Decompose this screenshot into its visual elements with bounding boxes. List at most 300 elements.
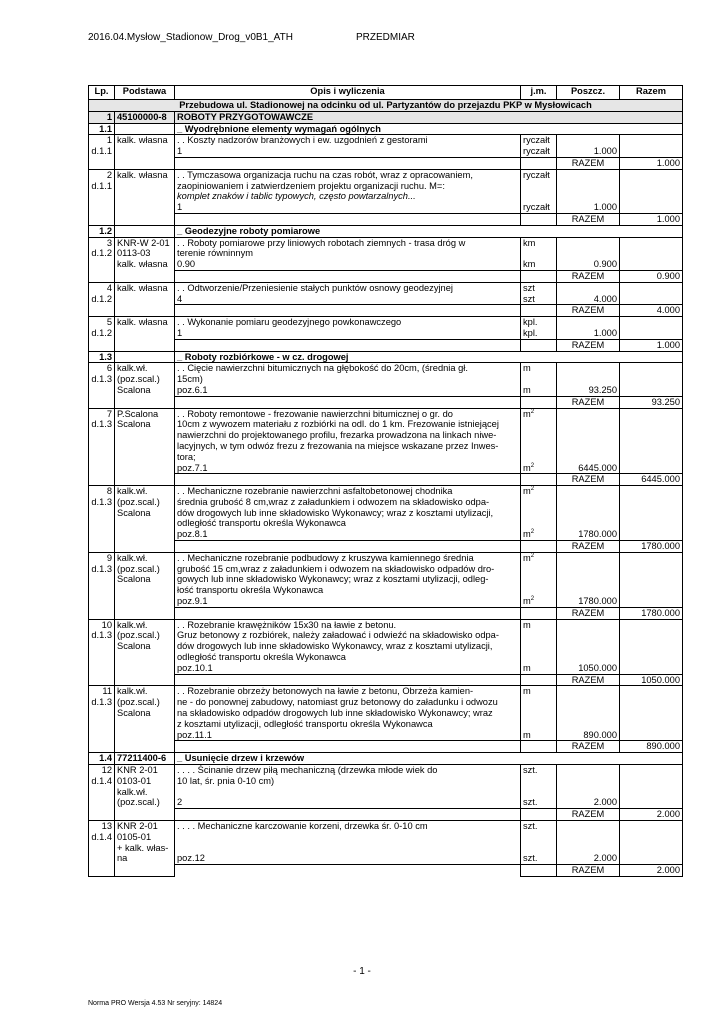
item-razem-empty [620,552,683,607]
razem-desc-empty [175,396,521,408]
item-poszcz-value: 1.000 [593,327,617,338]
item-unit [521,237,557,270]
spacer [559,452,617,463]
item-lp-line: d.1.2 [91,293,112,304]
item-poszcz-value: 93.250 [588,384,617,395]
razem-jm-empty [521,474,557,486]
razem-jm-empty [521,270,557,282]
item-lp-line: 3 [106,237,112,248]
razem-desc-empty [175,741,521,753]
item-description-line: tora; [177,451,196,462]
item-row [89,317,683,340]
item-description-line: odległość transportu określa Wykonawca [177,518,346,529]
item-poszcz-value: 1.000 [593,202,617,213]
item-calculation: 2 [177,797,183,808]
item-podstawa-line: KNR 2-01 [117,821,158,831]
item-row [89,135,683,158]
spacer [523,585,554,596]
section-row [89,111,683,123]
item-poszcz-value: 6445.000 [578,462,617,473]
item-description [175,552,521,607]
item-podstawa-line: P.Scalona [117,408,159,419]
razem-row [89,270,683,282]
razem-jm-empty [521,741,557,753]
spacer [177,787,518,798]
item-poszcz [557,619,620,674]
spacer [177,832,518,843]
item-razem-empty [620,169,683,213]
item-unit [521,135,557,158]
subsection-row [89,225,683,237]
item-unit [521,169,557,213]
subsection-code [115,225,175,237]
razem-desc-empty [175,809,521,821]
spacer [523,787,554,798]
item-poszcz [557,821,620,865]
razem-row [89,741,683,753]
subsection-name-text: Roboty rozbiórkowe - w cz. drogowej [184,351,349,362]
przedmiar-table [88,85,683,877]
spacer [559,776,617,787]
subsection-name: _ Usunięcie drzew i krzewów [175,753,683,765]
item-podstawa-line: na [117,853,128,864]
spacer [559,652,617,663]
item-description-line: . . Odtworzenie/Przeniesienie stałych punktów osnowy geodezyjnej [177,282,453,293]
item-lp-line: 6 [106,363,112,374]
razem-desc-empty [175,157,521,169]
item-unit [521,821,557,865]
razem-desc-empty [175,607,521,619]
item-description [175,765,521,809]
item-calc-unit: szt. [523,853,538,864]
item-unit-value: szt. [523,821,538,831]
item-calc-unit: ryczałt [523,146,550,157]
item-unit-value: kpl. [523,317,538,328]
razem-row [89,865,683,877]
item-calculation: poz.8.1 [177,529,208,540]
item-lp-line: d.1.3 [91,374,112,385]
section-lp: 1 [89,111,115,123]
spacer [559,620,617,631]
spacer [559,574,617,585]
item-podstawa-line: kalk. własna [117,169,168,180]
spacer [523,508,554,519]
item-row [89,552,683,607]
razem-row [89,305,683,317]
spacer [559,630,617,641]
subsection-name-text: Geodezyjne roboty pomiarowe [184,225,321,236]
item-lp-line: d.1.3 [91,496,112,507]
item-podstawa-line: kalk.wł. [117,786,148,797]
item-description [175,282,521,305]
item-lp-line: 12 [101,765,112,776]
item-razem-empty [620,619,683,674]
item-podstawa-line: (poz.scal.) [117,697,160,708]
item-calculation: 1 [177,327,183,338]
razem-jm-empty [521,674,557,686]
razem-row [89,541,683,553]
razem-row [89,396,683,408]
item-unit-value: szt. [523,765,538,776]
item-lp [89,552,115,619]
spacer [523,776,554,787]
subsection-row [89,351,683,363]
spacer [523,564,554,575]
item-lp [89,237,115,282]
item-poszcz-value: 2.000 [593,797,617,808]
table-header-row [89,86,683,100]
item-podstawa [115,552,175,619]
item-description [175,486,521,541]
item-podstawa-line: kalk. własna [117,259,168,270]
subsection-lp: 1.2 [89,225,115,237]
item-unit [521,619,557,674]
spacer [177,843,518,854]
item-podstawa-line: kalk. własna [117,282,168,293]
razem-desc-empty [175,474,521,486]
item-podstawa [115,317,175,351]
item-poszcz [557,135,620,158]
item-calc-unit: $m^2$ [523,462,535,473]
item-unit-value: m [523,686,531,697]
item-podstawa-line: (poz.scal.) [117,374,160,385]
item-razem-empty [620,237,683,270]
item-description-line: . . Tymczasowa organizacja ruchu na czas robót, wraz z opracowaniem, [177,169,473,180]
item-description-line: 10 lat, śr. pnia 0-10 cm) [177,775,275,786]
item-podstawa-line: 0105-01 [117,831,152,842]
item-calculation: poz.9.1 [177,596,208,607]
item-calculation: poz.6.1 [177,384,208,395]
item-razem-empty [620,486,683,541]
item-podstawa-line: kalk. własna [117,135,168,146]
item-calc-unit: km [523,259,536,270]
item-lp-line: 10 [101,619,112,630]
item-podstawa-line: 0113-03 [117,248,151,259]
item-lp [89,821,115,877]
item-poszcz [557,686,620,741]
item-lp-line: 7 [106,408,112,419]
item-lp-line: d.1.2 [91,248,112,259]
item-calc-unit: m [523,384,531,395]
razem-jm-empty [521,396,557,408]
spacer [523,374,554,385]
razem-label: RAZEM [557,607,620,619]
razem-row [89,339,683,351]
project-title: Przebudowa ul. Stadionowej na odcinku od ul. Partyzantów do przejazdu PKP w Mysłowicach [89,100,683,112]
item-poszcz [557,237,620,270]
razem-jm-empty [521,213,557,225]
spacer [559,238,617,249]
item-description-line: ne - do ponownej zabudowy, natomiast gruz betonowy do załadunku i odwozu [177,697,498,708]
item-podstawa-line: Scalona [117,708,151,719]
item-lp [89,135,115,169]
item-podstawa-line: kalk.wł. [117,552,148,563]
item-description-line: łość transportu określa Wykonawca [177,585,324,596]
item-poszcz [557,363,620,396]
spacer [523,181,554,192]
item-calc-unit: m [523,729,531,740]
item-razem-empty [620,686,683,741]
spacer [559,430,617,441]
spacer [559,283,617,294]
item-podstawa-line: KNR-W 2-01 [117,237,170,248]
razem-row [89,213,683,225]
col-razem-header: Razem [620,86,683,100]
item-podstawa [115,237,175,282]
item-description-line: gowych lub inne składowisko Wykonawcy; wraz z kosztami utylizacji, odleg- [177,574,489,585]
item-poszcz-value: 0.900 [593,259,617,270]
subsection-lp: 1.3 [89,351,115,363]
item-calculation: poz.7.1 [177,462,208,473]
item-unit [521,765,557,809]
spacer [559,553,617,564]
subsection-code [115,123,175,135]
document-file-name: 2016.04.Mysłow_Stadionow_Drog_v0B1_ATH [88,32,293,43]
item-description [175,686,521,741]
item-poszcz-value: 1780.000 [578,529,617,540]
item-lp-line: d.1.4 [91,831,112,842]
spacer [559,843,617,854]
item-description [175,169,521,213]
item-unit [521,486,557,541]
spacer [559,363,617,374]
item-lp-line: 1 [106,135,112,146]
item-poszcz [557,765,620,809]
spacer [559,585,617,596]
razem-desc-empty [175,865,521,877]
item-unit [521,317,557,340]
item-poszcz [557,552,620,607]
razem-value: 1.000 [620,213,683,225]
item-description-line: na składowisko odpadów drogowych lub inne składowisko Wykonawcy; wraz [177,708,493,719]
program-info: Norma PRO Wersja 4.53 Nr seryjny: 14824 [88,1000,223,1007]
item-description-line: Gruz betonowy z rozbiórek, należy załadować i odwieźć na składowisko odpa- [177,630,499,641]
item-podstawa-line: (poz.scal.) [117,496,160,507]
item-lp [89,486,115,553]
spacer [523,419,554,430]
item-unit-value: km [523,237,536,248]
spacer [559,441,617,452]
razem-jm-empty [521,809,557,821]
item-lp-line: 9 [106,552,112,563]
spacer [559,181,617,192]
subsection-name-text: Usunięcie drzew i krzewów [184,753,305,764]
spacer [559,697,617,708]
item-podstawa-line: (poz.scal.) [117,563,160,574]
item-lp-line: 5 [106,317,112,328]
razem-label: RAZEM [557,396,620,408]
item-poszcz-value: 1780.000 [578,596,617,607]
item-unit [521,552,557,607]
item-unit [521,408,557,474]
document-type: PRZEDMIAR [356,32,415,43]
razem-label: RAZEM [557,157,620,169]
item-description-line: . . Rozebranie obrzeży betonowych na ławie z betonu, Obrzeża kamien- [177,686,474,697]
razem-row [89,157,683,169]
razem-jm-empty [521,157,557,169]
item-calc-unit: szt. [523,797,538,808]
spacer [559,518,617,529]
item-calculation: 1 [177,202,183,213]
spacer [559,686,617,697]
item-unit [521,686,557,741]
razem-value: 6445.000 [620,474,683,486]
item-lp-line: 8 [106,486,112,497]
item-podstawa-line: Scalona [117,507,151,518]
spacer [523,652,554,663]
razem-desc-empty [175,270,521,282]
item-podstawa [115,619,175,686]
item-unit [521,363,557,396]
item-podstawa [115,765,175,821]
item-unit-value: ryczałt [523,169,550,180]
project-title-row [89,100,683,112]
item-description [175,317,521,340]
razem-label: RAZEM [557,474,620,486]
spacer [559,641,617,652]
spacer [559,497,617,508]
razem-value: 1780.000 [620,607,683,619]
spacer [559,719,617,730]
item-razem-empty [620,282,683,305]
item-description-line: . . Koszty nadzorów branżowych i ew. uzgodnień z gestorami [177,135,428,146]
spacer [523,641,554,652]
spacer [559,317,617,328]
item-poszcz-value: 2.000 [593,853,617,864]
item-unit [521,282,557,305]
item-razem-empty [620,317,683,340]
item-row [89,282,683,305]
item-unit-value: m [523,363,531,374]
spacer [559,508,617,519]
spacer [559,486,617,497]
razem-row [89,474,683,486]
item-lp-line: 11 [102,686,112,697]
spacer [559,191,617,202]
item-podstawa-line: kalk.wł. [117,486,148,497]
subsection-code: 77211400-6 [115,753,175,765]
subsection-name-text: Wyodrębnione elementy wymagań ogólnych [184,123,381,134]
subsection-name: _ Roboty rozbiórkowe - w cz. drogowej [175,351,683,363]
spacer [523,843,554,854]
item-description-line: . . . . Ścinanie drzew piłą mechaniczną (drzewka młode wiek do [177,765,438,776]
item-row [89,765,683,809]
spacer [559,708,617,719]
spacer [523,630,554,641]
spacer [523,430,554,441]
razem-value: 1.000 [620,339,683,351]
item-podstawa-line: Scalona [117,384,151,395]
item-description-line: . . Roboty pomiarowe przy liniowych robotach ziemnych - trasa dróg w [177,237,466,248]
item-razem-empty [620,363,683,396]
item-row [89,821,683,865]
razem-row [89,674,683,686]
item-description [175,363,521,396]
spacer [559,765,617,776]
spacer [559,419,617,430]
item-podstawa [115,135,175,169]
spacer [523,697,554,708]
item-podstawa [115,169,175,225]
item-lp-line: d.1.3 [91,697,112,708]
page-number: - 1 - [353,966,371,977]
item-poszcz [557,317,620,340]
item-lp [89,408,115,486]
item-description [175,821,521,865]
razem-value: 1780.000 [620,541,683,553]
item-lp-line: d.1.3 [91,419,112,430]
item-description-line: dów drogowych lub inne składowisko Wykonawcy, wraz z kosztami utylizacji, [177,641,493,652]
razem-jm-empty [521,339,557,351]
item-unit-value: ryczałt [523,135,550,146]
item-description-line: . . Mechaniczne rozebranie nawierzchni asfaltobetonowej chodnika [177,486,453,497]
razem-value: 890.000 [620,741,683,753]
item-calc-unit: szt [523,293,535,304]
razem-value: 0.900 [620,270,683,282]
item-podstawa-line: Scalona [117,574,151,585]
item-podstawa [115,686,175,753]
item-poszcz [557,486,620,541]
spacer [523,441,554,452]
spacer [523,452,554,463]
item-description-line: . . Mechaniczne rozebranie podbudowy z kruszywa kamiennego średnia [177,552,474,563]
col-opis-header: Opis i wyliczenia [175,86,521,100]
item-lp [89,169,115,225]
item-calc-unit: ryczałt [523,202,550,213]
item-description-line: . . . . Mechaniczne karczowanie korzeni, drzewka śr. 0-10 cm [177,821,428,831]
col-poszcz-header: Poszcz. [557,86,620,100]
spacer [523,832,554,843]
razem-label: RAZEM [557,674,620,686]
item-lp-line: 2 [106,169,112,180]
spacer [559,564,617,575]
item-calc-unit: kpl. [523,327,538,338]
item-lp-line: 4 [106,282,112,293]
item-calc-unit: m [523,662,531,673]
item-lp [89,619,115,686]
spacer [523,518,554,529]
subsection-name: _ Geodezyjne roboty pomiarowe [175,225,683,237]
item-podstawa [115,408,175,486]
spacer [523,719,554,730]
item-description-line: odległość transportu określa Wykonawca [177,652,346,663]
item-poszcz-value: 1050.000 [578,662,617,673]
item-podstawa-line: kalk.wł. [117,363,148,374]
item-calc-unit: $m^2$ [523,595,535,607]
item-calculation: poz.11.1 [177,729,212,740]
item-description-line: terenie równinnym [177,248,253,259]
item-description-line: grubość 15 cm,wraz z załadunkiem i odwozem na składowisko odpadów dro- [177,563,495,574]
subsection-name: _ Wyodrębnione elementy wymagań ogólnych [175,123,683,135]
item-description [175,619,521,674]
spacer [559,248,617,259]
item-lp [89,765,115,821]
razem-label: RAZEM [557,339,620,351]
item-row [89,686,683,741]
item-lp-line: d.1.2 [91,327,112,338]
item-podstawa-line: kalk.wł. [117,686,148,697]
razem-value: 1.000 [620,157,683,169]
item-podstawa-line: Scalona [117,419,151,430]
item-calc-unit: $m^2$ [523,529,535,540]
item-podstawa-line: (poz.scal.) [117,630,160,641]
item-row [89,486,683,541]
item-row [89,363,683,396]
item-description-line: dów drogowych lub inne składowisko Wykonawcy; wraz z kosztami utylizacji, [177,507,494,518]
item-description-line: z kosztami utylizacji, odległość transportu określa Wykonawca [177,718,433,729]
item-calculation: poz.10.1 [177,662,213,673]
item-description-line: 15cm) [177,374,203,385]
